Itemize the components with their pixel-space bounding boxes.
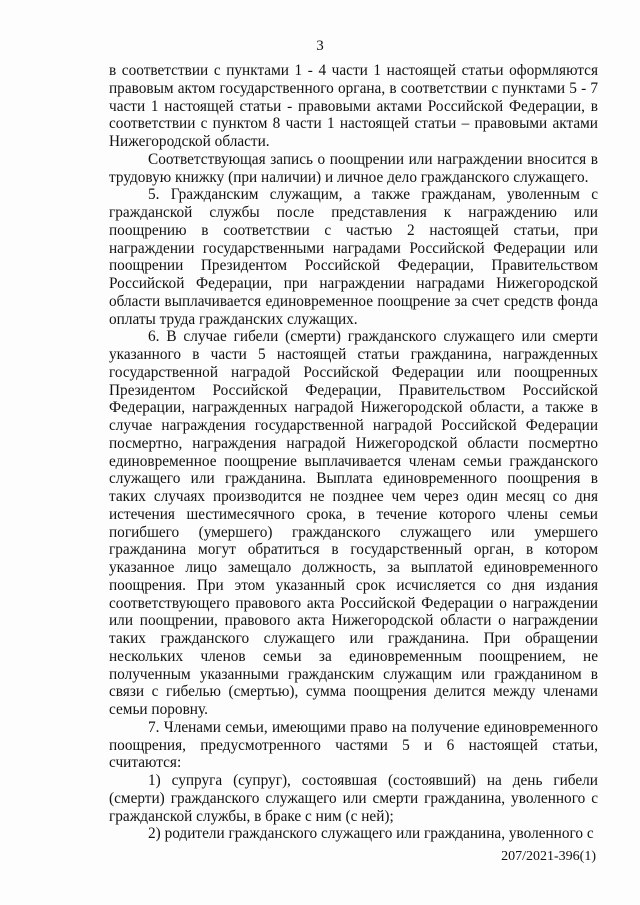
paragraph-subitem-1: 1) супруга (супруг), состоявшая (состоявший) на день гибели (смерти) гражданского служащего или смерти гражданина, уволенного с гражданской службы, в браке с ним (с ней); <box>109 772 598 825</box>
paragraph-subitem-2: 2) родители гражданского служащего или гражданина, уволенного с <box>148 825 594 843</box>
paragraph-item-6: 6. В случае гибели (смерти) гражданского служащего или смерти указанного в части 5 настоящей статьи гражданина, награжденных государственной наградой Российской Федерации или поощренных Президентом Российской Федерации, Правительством Российской Федерации, награжденных наградой Нижегородской области, а также в случае награждения государственной наградой Российской Федерации посмертно, награждения наградой Нижегородской области посмертно единовременное поощрение выплачивается членам семьи гражданского служащего или гражданина. Выплата единовременного поощрения в таких случаях производится не позднее чем через один месяц со дня истечения шестимесячного срока, в течение которого члены семьи погибшего (умершего) гражданского служащего или умершего гражданина могут обратиться в государственный орган, в котором указанное лицо замещало должность, за выплатой единовременного поощрения. При этом указанный срок исчисляется со дня издания соответствующего правового акта Российской Федерации о награждении или поощрении, правового акта Нижегородской области о награждении таких гражданского служащего или гражданина. При обращении нескольких членов семьи за единовременным поощрением, не полученным указанными гражданским служащим или гражданином в связи с гибелью (смертью), сумма поощрения делится между членами семьи поровну. <box>109 328 598 718</box>
paragraph-continuation: в соответствии с пунктами 1 - 4 части 1 настоящей статьи оформляются правовым актом государственного органа, в соответствии с пунктами 5 - 7 части 1 настоящей статьи - правовыми актами Российской Федерации, в соответствии с пунктом 8 части 1 настоящей статьи – правовыми актами Нижегородской области. <box>109 62 598 150</box>
paragraph-item-5: 5. Гражданским служащим, а также гражданам, уволенным с гражданской службы после представления к награждению или поощрению в соответствии с частью 2 настоящей статьи, при награждении государственными наградами Российской Федерации или поощрении Президентом Российской Федерации, Правительством Российской Федерации, при награждении наградами Нижегородской области выплачивается единовременное поощрение за счет средств фонда оплаты труда гражданских служащих. <box>109 186 598 328</box>
paragraph-item-7: 7. Членами семьи, имеющими право на получение единовременного поощрения, предусмотренного частями 5 и 6 настоящей статьи, считаются: <box>109 718 598 772</box>
document-body <box>109 62 598 843</box>
page-number: 3 <box>316 38 324 54</box>
document-registration-code: 207/2021-396(1) <box>501 849 596 864</box>
paragraph-record-entry: Соответствующая запись о поощрении или награждении вносится в трудовую книжку (при наличии) и личное дело гражданского служащего. <box>109 150 598 186</box>
